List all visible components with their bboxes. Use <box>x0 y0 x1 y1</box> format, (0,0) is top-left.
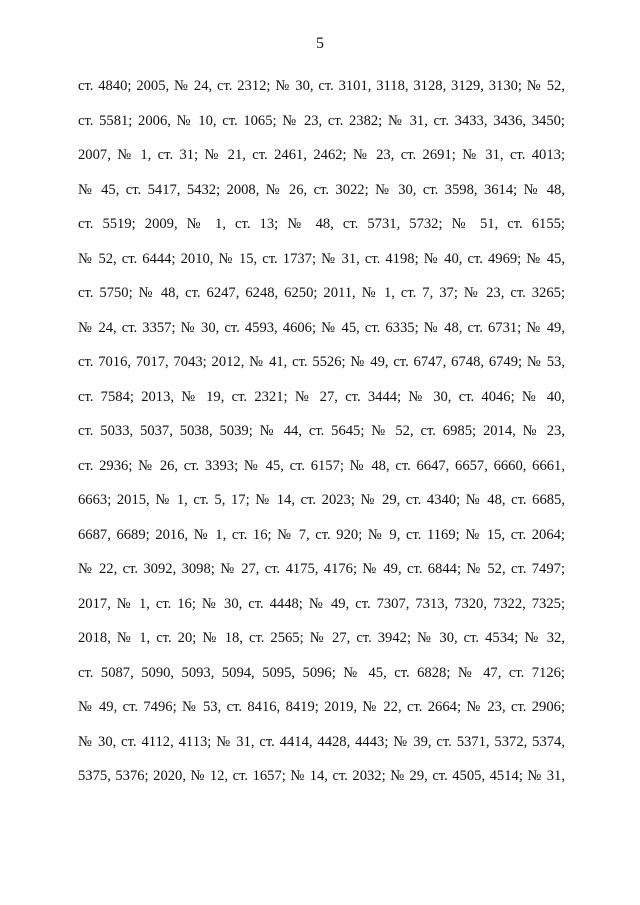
text-line-20: № 30, ст. 4112, 4113; № 31, ст. 4414, 4428, 4443; № 39, ст. 5371, 5372, 5374, <box>78 733 565 750</box>
body-text <box>78 74 565 799</box>
text-line-14: 6687, 6689; 2016, № 1, ст. 16; № 7, ст. 920; № 9, ст. 1169; № 15, ст. 2064; <box>78 526 565 543</box>
text-line-18: ст. 5087, 5090, 5093, 5094, 5095, 5096; № 45, ст. 6828; № 47, ст. 7126; <box>78 664 565 681</box>
page-number: 5 <box>316 35 324 52</box>
text-line-9: ст. 7016, 7017, 7043; 2012, № 41, ст. 5526; № 49, ст. 6747, 6748, 6749; № 53, <box>78 354 565 370</box>
text-line-7: ст. 5750; № 48, ст. 6247, 6248, 6250; 2011, № 1, ст. 7, 37; № 23, ст. 3265; <box>78 285 565 301</box>
text-line-3: 2007, № 1, ст. 31; № 21, ст. 2461, 2462; № 23, ст. 2691; № 31, ст. 4013; <box>78 147 565 163</box>
text-line-21: 5375, 5376; 2020, № 12, ст. 1657; № 14, ст. 2032; № 29, ст. 4505, 4514; № 31, <box>78 768 565 784</box>
text-line-16: 2017, № 1, ст. 16; № 30, ст. 4448; № 49, ст. 7307, 7313, 7320, 7322, 7325; <box>78 595 565 612</box>
text-line-13: 6663; 2015, № 1, ст. 5, 17; № 14, ст. 2023; № 29, ст. 4340; № 48, ст. 6685, <box>78 492 565 508</box>
text-line-2: ст. 5581; 2006, № 10, ст. 1065; № 23, ст. 2382; № 31, ст. 3433, 3436, 3450; <box>78 112 565 129</box>
text-line-19: № 49, ст. 7496; № 53, ст. 8416, 8419; 2019, № 22, ст. 2664; № 23, ст. 2906; <box>78 699 565 715</box>
text-line-1: ст. 4840; 2005, № 24, ст. 2312; № 30, ст. 3101, 3118, 3128, 3129, 3130; № 52, <box>78 78 565 94</box>
text-line-4: № 45, ст. 5417, 5432; 2008, № 26, ст. 3022; № 30, ст. 3598, 3614; № 48, <box>78 181 565 198</box>
text-line-11: ст. 5033, 5037, 5038, 5039; № 44, ст. 5645; № 52, ст. 6985; 2014, № 23, <box>78 423 565 439</box>
text-line-5: ст. 5519; 2009, № 1, ст. 13; № 48, ст. 5731, 5732; № 51, ст. 6155; <box>78 216 565 232</box>
text-line-15: № 22, ст. 3092, 3098; № 27, ст. 4175, 4176; № 49, ст. 6844; № 52, ст. 7497; <box>78 561 565 577</box>
text-line-17: 2018, № 1, ст. 20; № 18, ст. 2565; № 27, ст. 3942; № 30, ст. 4534; № 32, <box>78 630 565 646</box>
text-line-12: ст. 2936; № 26, ст. 3393; № 45, ст. 6157; № 48, ст. 6647, 6657, 6660, 6661, <box>78 457 565 474</box>
text-line-10: ст. 7584; 2013, № 19, ст. 2321; № 27, ст. 3444; № 30, ст. 4046; № 40, <box>78 388 565 405</box>
text-line-8: № 24, ст. 3357; № 30, ст. 4593, 4606; № 45, ст. 6335; № 48, ст. 6731; № 49, <box>78 319 565 336</box>
text-line-6: № 52, ст. 6444; 2010, № 15, ст. 1737; № 31, ст. 4198; № 40, ст. 4969; № 45, <box>78 250 565 267</box>
